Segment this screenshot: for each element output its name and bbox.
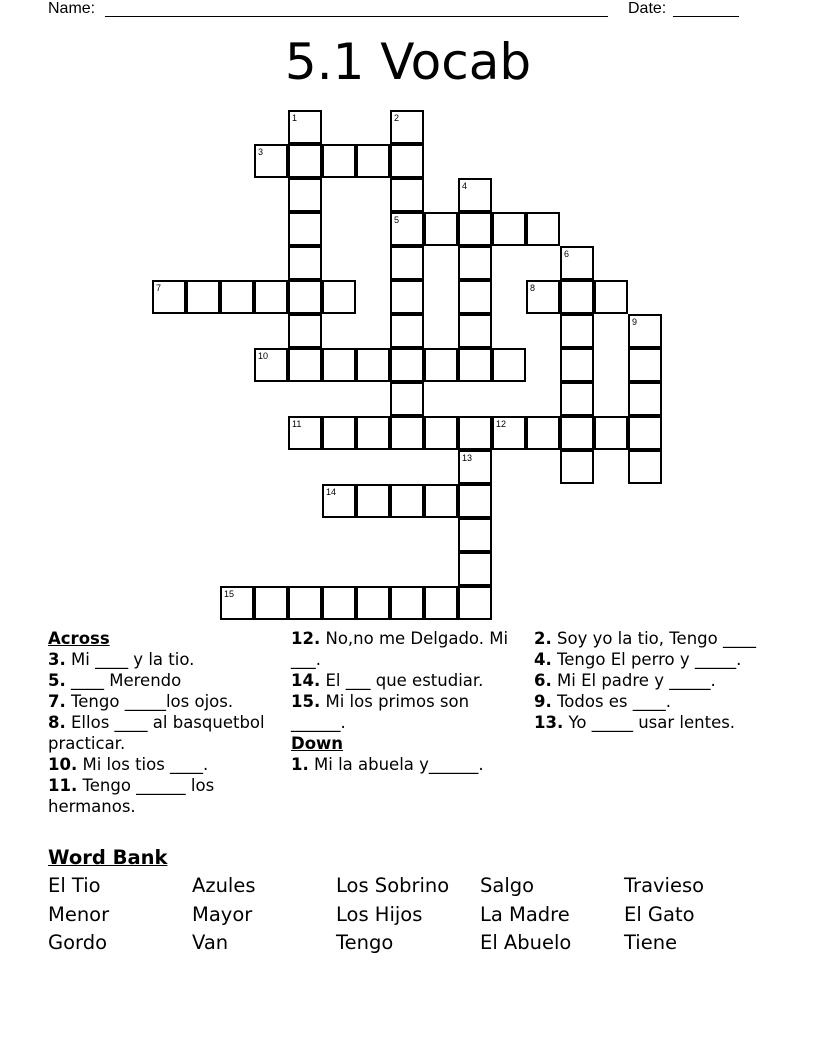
clue-number: 7 [156, 283, 162, 293]
clue-down-2: 2. Soy yo la tio, Tengo ____ [534, 629, 756, 648]
crossword-cell[interactable] [560, 416, 594, 450]
word-bank-item: Tengo [336, 931, 394, 954]
crossword-cell[interactable] [390, 144, 424, 178]
crossword-cell[interactable] [322, 144, 356, 178]
crossword-cell[interactable] [356, 416, 390, 450]
crossword-cell[interactable] [458, 484, 492, 518]
word-bank-item: Menor [48, 903, 110, 926]
crossword-cell[interactable] [220, 586, 254, 620]
clues-column-2 [291, 628, 521, 775]
crossword-cell[interactable] [390, 314, 424, 348]
word-bank-item: Travieso [624, 874, 705, 897]
crossword-cell[interactable] [492, 212, 526, 246]
clue-number: 10 [258, 351, 269, 361]
crossword-cell[interactable] [628, 382, 662, 416]
clue-across-8: 8. Ellos ____ al basquetbol practicar. [48, 713, 265, 753]
crossword-cell[interactable] [288, 144, 322, 178]
clue-number: 14 [326, 487, 337, 497]
crossword-cell[interactable] [390, 212, 424, 246]
word-bank-item: La Madre [480, 903, 570, 926]
crossword-cell[interactable] [322, 348, 356, 382]
crossword-cell[interactable] [424, 484, 458, 518]
crossword-cell[interactable] [288, 280, 322, 314]
word-bank-item: Azules [192, 874, 256, 897]
crossword-cell[interactable] [254, 586, 288, 620]
crossword-cell[interactable] [390, 416, 424, 450]
clue-number: 15 [224, 589, 235, 599]
crossword-cell[interactable] [492, 416, 526, 450]
clue-across-7: 7. Tengo _____los ojos. [48, 692, 234, 711]
crossword-cell[interactable] [356, 144, 390, 178]
crossword-cell[interactable] [526, 212, 560, 246]
name-label: Name: [48, 0, 96, 17]
crossword-cell[interactable] [288, 348, 322, 382]
clue-number: 11 [292, 419, 302, 429]
crossword-cell[interactable] [254, 280, 288, 314]
crossword-cell[interactable] [458, 212, 492, 246]
word-bank-item: El Abuelo [480, 931, 572, 954]
crossword-cell[interactable] [152, 280, 186, 314]
clue-number: 3 [258, 147, 264, 157]
crossword-cell[interactable] [526, 416, 560, 450]
crossword-cell[interactable] [356, 586, 390, 620]
clue-number: 8 [530, 283, 536, 293]
crossword-cell[interactable] [288, 246, 322, 280]
clue-down-1: 1. Mi la abuela y______. [291, 755, 484, 774]
clue-number: 5 [394, 215, 400, 225]
crossword-cell[interactable] [560, 382, 594, 416]
date-label: Date: [628, 0, 667, 17]
clue-number: 12 [496, 419, 507, 429]
clue-number: 4 [462, 181, 468, 191]
crossword-cell[interactable] [186, 280, 220, 314]
crossword-cell[interactable] [458, 178, 492, 212]
crossword-cell[interactable] [356, 348, 390, 382]
crossword-cell[interactable] [288, 178, 322, 212]
word-bank-item: Gordo [48, 931, 108, 954]
crossword-cell[interactable] [458, 586, 492, 620]
clues-column-1 [48, 628, 276, 817]
clue-across-11: 11. Tengo ______ los hermanos. [48, 776, 215, 816]
crossword-cell[interactable] [492, 348, 526, 382]
crossword-cell[interactable] [458, 416, 492, 450]
page-title: 5.1 Vocab [284, 33, 532, 91]
crossword-cell[interactable] [560, 246, 594, 280]
clue-across-5: 5. ____ Merendo [48, 671, 182, 690]
crossword-cell[interactable] [560, 314, 594, 348]
crossword-cell[interactable] [458, 280, 492, 314]
crossword-cell[interactable] [628, 450, 662, 484]
crossword-cell[interactable] [458, 518, 492, 552]
word-bank-item: Salgo [480, 874, 535, 897]
word-bank-item: Los Sobrino [336, 874, 450, 897]
crossword-cell[interactable] [458, 348, 492, 382]
crossword-cell[interactable] [594, 280, 628, 314]
word-bank-item: Los Hijos [336, 903, 423, 926]
crossword-cell[interactable] [458, 450, 492, 484]
clue-across-12: 12. No,no me Delgado. Mi ___. [291, 629, 509, 669]
word-bank-item: El Tio [48, 874, 101, 897]
word-bank-item: Mayor [192, 903, 253, 926]
clue-number: 1 [292, 113, 298, 123]
crossword-cell[interactable] [254, 348, 288, 382]
word-bank-title: Word Bank [48, 846, 168, 869]
clue-across-15: 15. Mi los primos son ______. [291, 692, 470, 732]
crossword-cell[interactable] [390, 246, 424, 280]
crossword-cell[interactable] [288, 212, 322, 246]
crossword-cell[interactable] [322, 416, 356, 450]
crossword-cell[interactable] [390, 280, 424, 314]
clue-down-13: 13. Yo _____ usar lentes. [534, 713, 736, 732]
clue-across-10: 10. Mi los tios ____. [48, 755, 209, 774]
crossword-cell[interactable] [288, 416, 322, 450]
crossword-cell[interactable] [288, 586, 322, 620]
clue-number: 13 [462, 453, 473, 463]
crossword-cell[interactable] [390, 178, 424, 212]
crossword-cell[interactable] [390, 348, 424, 382]
crossword-cell[interactable] [594, 416, 628, 450]
crossword-cell[interactable] [628, 416, 662, 450]
crossword-cell[interactable] [424, 212, 458, 246]
crossword-cell[interactable] [458, 552, 492, 586]
crossword-cell[interactable] [322, 484, 356, 518]
clue-number: 9 [632, 317, 638, 327]
clue-down-9: 9. Todos es ____. [534, 692, 672, 711]
word-bank-item: El Gato [624, 903, 695, 926]
clue-number: 6 [564, 249, 570, 259]
clues-column-3 [534, 628, 769, 733]
crossword-cell[interactable] [628, 314, 662, 348]
crossword-cell[interactable] [424, 348, 458, 382]
crossword-cell[interactable] [390, 586, 424, 620]
crossword-cell[interactable] [560, 348, 594, 382]
crossword-cell[interactable] [288, 314, 322, 348]
crossword-cell[interactable] [390, 110, 424, 144]
clue-down-6: 6. Mi El padre y _____. [534, 671, 716, 690]
crossword-cell[interactable] [424, 586, 458, 620]
crossword-cell[interactable] [356, 484, 390, 518]
crossword-cell[interactable] [322, 586, 356, 620]
crossword-cell[interactable] [220, 280, 254, 314]
crossword-cell[interactable] [322, 280, 356, 314]
crossword-cell[interactable] [254, 144, 288, 178]
crossword-cell[interactable] [288, 110, 322, 144]
crossword-cell[interactable] [424, 416, 458, 450]
crossword-cell[interactable] [526, 280, 560, 314]
crossword-cell[interactable] [560, 450, 594, 484]
clue-down-4: 4. Tengo El perro y _____. [534, 650, 742, 669]
clue-across-3: 3. Mi ____ y la tio. [48, 650, 195, 669]
crossword-cell[interactable] [390, 484, 424, 518]
clue-number: 2 [394, 113, 400, 123]
word-bank-item: Van [192, 931, 229, 954]
down-heading: Down [291, 734, 344, 753]
across-heading: Across [48, 629, 110, 648]
clue-across-14: 14. El ___ que estudiar. [291, 671, 484, 690]
word-bank-item: Tiene [624, 931, 678, 954]
crossword-cell[interactable] [560, 280, 594, 314]
crossword-cell[interactable] [458, 314, 492, 348]
crossword-cell[interactable] [628, 348, 662, 382]
crossword-cell[interactable] [458, 246, 492, 280]
crossword-cell[interactable] [390, 382, 424, 416]
